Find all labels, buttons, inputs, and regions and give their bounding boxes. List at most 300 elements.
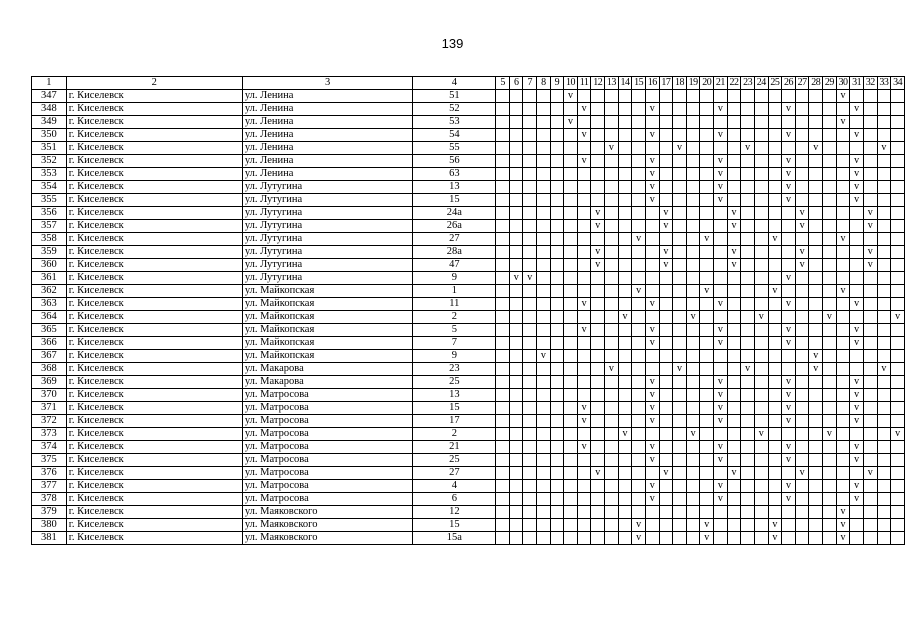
empty-cell bbox=[523, 155, 537, 168]
empty-cell bbox=[686, 363, 700, 376]
mark-cell: v bbox=[863, 246, 877, 259]
empty-cell bbox=[891, 454, 905, 467]
empty-cell bbox=[891, 285, 905, 298]
empty-cell bbox=[645, 428, 659, 441]
empty-cell bbox=[836, 493, 850, 506]
empty-cell bbox=[537, 155, 551, 168]
table-row bbox=[32, 103, 905, 116]
empty-cell bbox=[632, 168, 646, 181]
empty-cell bbox=[577, 272, 591, 285]
empty-cell bbox=[877, 480, 891, 493]
column-header-5: 5 bbox=[496, 77, 510, 90]
empty-cell bbox=[564, 519, 578, 532]
house-cell: 13 bbox=[413, 389, 496, 402]
empty-cell bbox=[673, 454, 687, 467]
empty-cell bbox=[700, 402, 714, 415]
empty-cell bbox=[659, 337, 673, 350]
empty-cell bbox=[863, 272, 877, 285]
table-row bbox=[32, 493, 905, 506]
empty-cell bbox=[496, 532, 510, 545]
column-header-29: 29 bbox=[823, 77, 837, 90]
mark-cell: v bbox=[795, 220, 809, 233]
mark-cell: v bbox=[564, 90, 578, 103]
mark-cell: v bbox=[700, 285, 714, 298]
empty-cell bbox=[700, 350, 714, 363]
empty-cell bbox=[727, 428, 741, 441]
empty-cell bbox=[863, 103, 877, 116]
empty-cell bbox=[891, 519, 905, 532]
empty-cell bbox=[591, 155, 605, 168]
house-cell: 5 bbox=[413, 324, 496, 337]
empty-cell bbox=[823, 324, 837, 337]
empty-cell bbox=[618, 441, 632, 454]
street-cell: ул. Лутугина bbox=[242, 246, 413, 259]
empty-cell bbox=[673, 389, 687, 402]
empty-cell bbox=[564, 168, 578, 181]
mark-cell: v bbox=[782, 415, 796, 428]
empty-cell bbox=[754, 415, 768, 428]
empty-cell bbox=[496, 441, 510, 454]
empty-cell bbox=[809, 220, 823, 233]
empty-cell bbox=[550, 155, 564, 168]
city-cell: г. Киселевск bbox=[66, 233, 242, 246]
mark-cell: v bbox=[714, 324, 728, 337]
mark-cell: v bbox=[727, 207, 741, 220]
empty-cell bbox=[741, 181, 755, 194]
empty-cell bbox=[537, 467, 551, 480]
empty-cell bbox=[850, 350, 864, 363]
empty-cell bbox=[795, 168, 809, 181]
house-cell: 13 bbox=[413, 181, 496, 194]
empty-cell bbox=[605, 90, 619, 103]
empty-cell bbox=[754, 506, 768, 519]
empty-cell bbox=[496, 506, 510, 519]
column-header-25: 25 bbox=[768, 77, 782, 90]
street-cell: ул. Лутугина bbox=[242, 194, 413, 207]
empty-cell bbox=[700, 324, 714, 337]
empty-cell bbox=[659, 480, 673, 493]
column-header-3: 3 bbox=[242, 77, 413, 90]
empty-cell bbox=[632, 376, 646, 389]
street-cell: ул. Лутугина bbox=[242, 233, 413, 246]
empty-cell bbox=[823, 298, 837, 311]
empty-cell bbox=[727, 181, 741, 194]
empty-cell bbox=[768, 142, 782, 155]
empty-cell bbox=[850, 116, 864, 129]
empty-cell bbox=[795, 493, 809, 506]
house-cell: 7 bbox=[413, 337, 496, 350]
empty-cell bbox=[605, 298, 619, 311]
column-header-27: 27 bbox=[795, 77, 809, 90]
empty-cell bbox=[591, 129, 605, 142]
mark-cell: v bbox=[645, 168, 659, 181]
empty-cell bbox=[877, 194, 891, 207]
empty-cell bbox=[537, 415, 551, 428]
empty-cell bbox=[891, 220, 905, 233]
empty-cell bbox=[605, 480, 619, 493]
street-cell: ул. Майкопская bbox=[242, 311, 413, 324]
mark-cell: v bbox=[700, 519, 714, 532]
mark-cell: v bbox=[577, 415, 591, 428]
empty-cell bbox=[850, 259, 864, 272]
empty-cell bbox=[673, 441, 687, 454]
empty-cell bbox=[686, 207, 700, 220]
empty-cell bbox=[509, 90, 523, 103]
empty-cell bbox=[686, 467, 700, 480]
empty-cell bbox=[700, 337, 714, 350]
empty-cell bbox=[537, 246, 551, 259]
house-cell: 63 bbox=[413, 168, 496, 181]
empty-cell bbox=[823, 467, 837, 480]
row-number: 368 bbox=[32, 363, 67, 376]
house-cell: 15 bbox=[413, 402, 496, 415]
empty-cell bbox=[659, 402, 673, 415]
mark-cell: v bbox=[782, 298, 796, 311]
empty-cell bbox=[618, 337, 632, 350]
empty-cell bbox=[564, 441, 578, 454]
mark-cell: v bbox=[809, 142, 823, 155]
empty-cell bbox=[550, 428, 564, 441]
empty-cell bbox=[823, 181, 837, 194]
city-cell: г. Киселевск bbox=[66, 142, 242, 155]
empty-cell bbox=[577, 246, 591, 259]
empty-cell bbox=[863, 298, 877, 311]
mark-cell: v bbox=[714, 298, 728, 311]
empty-cell bbox=[591, 350, 605, 363]
empty-cell bbox=[686, 519, 700, 532]
empty-cell bbox=[605, 272, 619, 285]
empty-cell bbox=[809, 402, 823, 415]
mark-cell: v bbox=[605, 363, 619, 376]
mark-cell: v bbox=[714, 129, 728, 142]
table-body bbox=[32, 90, 905, 545]
empty-cell bbox=[537, 259, 551, 272]
table-row bbox=[32, 428, 905, 441]
empty-cell bbox=[523, 285, 537, 298]
empty-cell bbox=[809, 389, 823, 402]
house-cell: 52 bbox=[413, 103, 496, 116]
empty-cell bbox=[673, 246, 687, 259]
empty-cell bbox=[605, 532, 619, 545]
mark-cell: v bbox=[727, 220, 741, 233]
mark-cell: v bbox=[605, 142, 619, 155]
city-cell: г. Киселевск bbox=[66, 376, 242, 389]
street-cell: ул. Лутугина bbox=[242, 259, 413, 272]
empty-cell bbox=[564, 194, 578, 207]
empty-cell bbox=[509, 168, 523, 181]
mark-cell: v bbox=[645, 337, 659, 350]
row-number: 372 bbox=[32, 415, 67, 428]
mark-cell: v bbox=[768, 285, 782, 298]
empty-cell bbox=[523, 337, 537, 350]
empty-cell bbox=[754, 272, 768, 285]
table-row bbox=[32, 532, 905, 545]
mark-cell: v bbox=[645, 415, 659, 428]
empty-cell bbox=[782, 246, 796, 259]
empty-cell bbox=[768, 363, 782, 376]
house-cell: 9 bbox=[413, 350, 496, 363]
table-row bbox=[32, 90, 905, 103]
empty-cell bbox=[795, 532, 809, 545]
empty-cell bbox=[891, 337, 905, 350]
mark-cell: v bbox=[741, 363, 755, 376]
empty-cell bbox=[496, 142, 510, 155]
empty-cell bbox=[727, 103, 741, 116]
empty-cell bbox=[809, 155, 823, 168]
empty-cell bbox=[809, 181, 823, 194]
street-cell: ул. Маяковского bbox=[242, 519, 413, 532]
row-number: 379 bbox=[32, 506, 67, 519]
street-cell: ул. Матросова bbox=[242, 480, 413, 493]
empty-cell bbox=[618, 298, 632, 311]
empty-cell bbox=[577, 259, 591, 272]
empty-cell bbox=[891, 233, 905, 246]
mark-cell: v bbox=[782, 493, 796, 506]
empty-cell bbox=[673, 220, 687, 233]
empty-cell bbox=[632, 324, 646, 337]
table-row bbox=[32, 311, 905, 324]
row-number: 357 bbox=[32, 220, 67, 233]
column-header-31: 31 bbox=[850, 77, 864, 90]
empty-cell bbox=[850, 506, 864, 519]
empty-cell bbox=[605, 285, 619, 298]
empty-cell bbox=[741, 441, 755, 454]
city-cell: г. Киселевск bbox=[66, 259, 242, 272]
empty-cell bbox=[809, 454, 823, 467]
table-row bbox=[32, 194, 905, 207]
empty-cell bbox=[754, 389, 768, 402]
mark-cell: v bbox=[850, 454, 864, 467]
empty-cell bbox=[645, 285, 659, 298]
mark-cell: v bbox=[782, 376, 796, 389]
empty-cell bbox=[754, 116, 768, 129]
empty-cell bbox=[754, 246, 768, 259]
mark-cell: v bbox=[836, 519, 850, 532]
empty-cell bbox=[727, 493, 741, 506]
row-number: 371 bbox=[32, 402, 67, 415]
empty-cell bbox=[618, 233, 632, 246]
empty-cell bbox=[727, 480, 741, 493]
empty-cell bbox=[877, 233, 891, 246]
mark-cell: v bbox=[645, 389, 659, 402]
mark-cell: v bbox=[863, 220, 877, 233]
empty-cell bbox=[877, 415, 891, 428]
empty-cell bbox=[509, 376, 523, 389]
empty-cell bbox=[605, 246, 619, 259]
empty-cell bbox=[768, 103, 782, 116]
empty-cell bbox=[809, 90, 823, 103]
empty-cell bbox=[591, 428, 605, 441]
house-cell: 15 bbox=[413, 519, 496, 532]
city-cell: г. Киселевск bbox=[66, 363, 242, 376]
empty-cell bbox=[564, 402, 578, 415]
empty-cell bbox=[618, 220, 632, 233]
mark-cell: v bbox=[850, 194, 864, 207]
city-cell: г. Киселевск bbox=[66, 402, 242, 415]
empty-cell bbox=[714, 519, 728, 532]
empty-cell bbox=[591, 506, 605, 519]
empty-cell bbox=[632, 454, 646, 467]
empty-cell bbox=[523, 207, 537, 220]
empty-cell bbox=[823, 389, 837, 402]
empty-cell bbox=[564, 467, 578, 480]
empty-cell bbox=[618, 402, 632, 415]
empty-cell bbox=[741, 272, 755, 285]
mark-cell: v bbox=[768, 519, 782, 532]
empty-cell bbox=[564, 233, 578, 246]
empty-cell bbox=[632, 90, 646, 103]
empty-cell bbox=[714, 285, 728, 298]
empty-cell bbox=[795, 454, 809, 467]
empty-cell bbox=[809, 480, 823, 493]
empty-cell bbox=[618, 363, 632, 376]
empty-cell bbox=[823, 207, 837, 220]
empty-cell bbox=[741, 259, 755, 272]
mark-cell: v bbox=[836, 285, 850, 298]
empty-cell bbox=[877, 181, 891, 194]
empty-cell bbox=[782, 350, 796, 363]
mark-cell: v bbox=[782, 103, 796, 116]
empty-cell bbox=[577, 480, 591, 493]
mark-cell: v bbox=[577, 402, 591, 415]
empty-cell bbox=[795, 233, 809, 246]
empty-cell bbox=[714, 532, 728, 545]
mark-cell: v bbox=[727, 467, 741, 480]
empty-cell bbox=[659, 376, 673, 389]
empty-cell bbox=[659, 285, 673, 298]
empty-cell bbox=[564, 480, 578, 493]
empty-cell bbox=[727, 194, 741, 207]
empty-cell bbox=[809, 441, 823, 454]
empty-cell bbox=[727, 233, 741, 246]
empty-cell bbox=[645, 532, 659, 545]
row-number: 362 bbox=[32, 285, 67, 298]
empty-cell bbox=[727, 168, 741, 181]
empty-cell bbox=[605, 493, 619, 506]
house-cell: 53 bbox=[413, 116, 496, 129]
column-header-13: 13 bbox=[605, 77, 619, 90]
empty-cell bbox=[877, 441, 891, 454]
empty-cell bbox=[605, 519, 619, 532]
mark-cell: v bbox=[700, 233, 714, 246]
empty-cell bbox=[700, 168, 714, 181]
empty-cell bbox=[673, 116, 687, 129]
empty-cell bbox=[673, 298, 687, 311]
table-row bbox=[32, 129, 905, 142]
empty-cell bbox=[686, 376, 700, 389]
empty-cell bbox=[863, 363, 877, 376]
empty-cell bbox=[564, 207, 578, 220]
empty-cell bbox=[714, 246, 728, 259]
empty-cell bbox=[836, 454, 850, 467]
empty-cell bbox=[577, 311, 591, 324]
empty-cell bbox=[809, 168, 823, 181]
street-cell: ул. Ленина bbox=[242, 103, 413, 116]
column-header-19: 19 bbox=[686, 77, 700, 90]
empty-cell bbox=[550, 233, 564, 246]
row-number: 351 bbox=[32, 142, 67, 155]
empty-cell bbox=[537, 376, 551, 389]
empty-cell bbox=[727, 506, 741, 519]
empty-cell bbox=[605, 467, 619, 480]
empty-cell bbox=[686, 402, 700, 415]
empty-cell bbox=[768, 402, 782, 415]
row-number: 353 bbox=[32, 168, 67, 181]
empty-cell bbox=[645, 311, 659, 324]
empty-cell bbox=[537, 103, 551, 116]
street-cell: ул. Матросова bbox=[242, 402, 413, 415]
mark-cell: v bbox=[782, 272, 796, 285]
mark-cell: v bbox=[836, 233, 850, 246]
empty-cell bbox=[673, 480, 687, 493]
empty-cell bbox=[659, 441, 673, 454]
empty-cell bbox=[714, 272, 728, 285]
empty-cell bbox=[754, 194, 768, 207]
empty-cell bbox=[550, 376, 564, 389]
empty-cell bbox=[850, 272, 864, 285]
mark-cell: v bbox=[577, 441, 591, 454]
empty-cell bbox=[509, 324, 523, 337]
empty-cell bbox=[659, 428, 673, 441]
empty-cell bbox=[537, 428, 551, 441]
empty-cell bbox=[836, 324, 850, 337]
empty-cell bbox=[714, 363, 728, 376]
empty-cell bbox=[591, 181, 605, 194]
empty-cell bbox=[496, 246, 510, 259]
mark-cell: v bbox=[645, 480, 659, 493]
empty-cell bbox=[863, 519, 877, 532]
empty-cell bbox=[496, 337, 510, 350]
empty-cell bbox=[877, 506, 891, 519]
empty-cell bbox=[523, 402, 537, 415]
empty-cell bbox=[605, 415, 619, 428]
mark-cell: v bbox=[645, 298, 659, 311]
empty-cell bbox=[496, 402, 510, 415]
empty-cell bbox=[523, 246, 537, 259]
empty-cell bbox=[564, 428, 578, 441]
empty-cell bbox=[618, 376, 632, 389]
city-cell: г. Киселевск bbox=[66, 220, 242, 233]
empty-cell bbox=[591, 90, 605, 103]
table-row bbox=[32, 181, 905, 194]
column-header-34: 34 bbox=[891, 77, 905, 90]
street-cell: ул. Матросова bbox=[242, 428, 413, 441]
row-number: 370 bbox=[32, 389, 67, 402]
empty-cell bbox=[605, 337, 619, 350]
empty-cell bbox=[877, 220, 891, 233]
empty-cell bbox=[496, 324, 510, 337]
empty-cell bbox=[686, 90, 700, 103]
empty-cell bbox=[659, 142, 673, 155]
empty-cell bbox=[700, 181, 714, 194]
street-cell: ул. Ленина bbox=[242, 142, 413, 155]
empty-cell bbox=[591, 389, 605, 402]
empty-cell bbox=[564, 246, 578, 259]
mark-cell: v bbox=[836, 506, 850, 519]
house-cell: 11 bbox=[413, 298, 496, 311]
city-cell: г. Киселевск bbox=[66, 103, 242, 116]
empty-cell bbox=[564, 337, 578, 350]
mark-cell: v bbox=[714, 337, 728, 350]
empty-cell bbox=[496, 519, 510, 532]
mark-cell: v bbox=[782, 194, 796, 207]
empty-cell bbox=[741, 376, 755, 389]
empty-cell bbox=[496, 298, 510, 311]
empty-cell bbox=[836, 350, 850, 363]
empty-cell bbox=[741, 103, 755, 116]
mark-cell: v bbox=[714, 376, 728, 389]
empty-cell bbox=[877, 285, 891, 298]
